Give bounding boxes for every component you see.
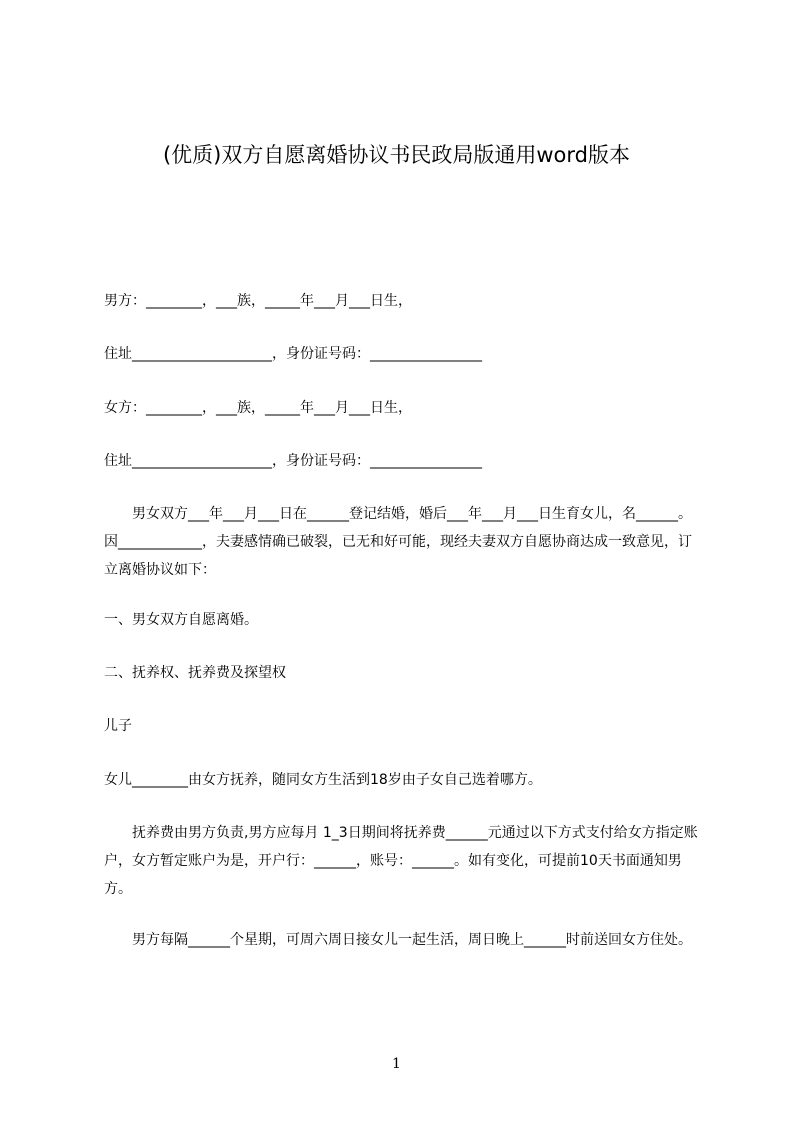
paragraph-clause-2-heading: 二、抚养权、抚养费及探望权 bbox=[104, 665, 286, 681]
paragraph-clause-1: 一、男女双方自愿离婚。 bbox=[104, 612, 258, 628]
paragraph-marriage-details: 男女双方___年___月___日在______登记结婚，婚后___年___月___日生育女儿，名______。因____________，夫妻感情确已破裂，已无和好可能，现经夫妻双方自愿协商达成一致意见，订立离婚协议如下： bbox=[104, 506, 692, 578]
paragraph-husband-info: 男方：________，___族，_____年___月___日生， bbox=[104, 293, 412, 309]
paragraph-child-support: 抚养费由男方负责,男方应每月 1_3日期间将抚养费______元通过以下方式支付给女方指定账户，女方暂定账户为是，开户行：______，账号：______。如有变化，可提前10天书面通知男方。 bbox=[104, 825, 698, 897]
paragraph-daughter-custody: 女儿________由女方抚养，随同女方生活到18岁由子女自己选着哪方。 bbox=[104, 772, 542, 788]
page-number: 1 bbox=[392, 1056, 401, 1072]
paragraph-husband-address: 住址____________________，身份证号码：________________ bbox=[104, 346, 482, 362]
paragraph-wife-info: 女方：________，___族，_____年___月___日生， bbox=[104, 400, 412, 416]
paragraph-wife-address: 住址____________________，身份证号码：________________ bbox=[104, 453, 482, 469]
document-title: (优质)双方自愿离婚协议书民政局版通用word版本 bbox=[162, 143, 630, 167]
paragraph-visitation: 男方每隔______个星期，可周六周日接女儿一起生活，周日晚上______时前送回女方住处。 bbox=[132, 932, 692, 948]
paragraph-son: 儿子 bbox=[104, 718, 132, 734]
